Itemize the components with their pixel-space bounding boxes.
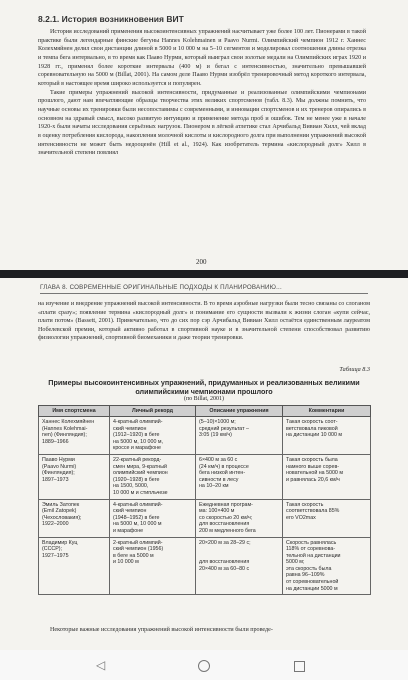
table-cell-record (110, 499, 196, 537)
table-cell-record (110, 537, 196, 595)
table-cell-exercise (196, 417, 283, 455)
cell-line: ма: 100×400 м (199, 508, 235, 515)
cell-line: (Чехословакия); (42, 514, 82, 521)
cell-line: 200 м медленного бега (199, 527, 256, 534)
cell-line (199, 546, 279, 553)
cell-line: (Финляндия); (42, 470, 75, 477)
table-cell-comment (283, 454, 371, 499)
cell-line: Владимир Куц (42, 539, 78, 546)
cell-line: и равнялась 20,6 км/ч (286, 476, 340, 483)
cell-line: 4-кратный олимпий- (113, 501, 163, 508)
table-row (39, 537, 371, 595)
cell-line: Ханнес Колехмяйнен (42, 419, 95, 425)
cell-line: тельной на дистанции (286, 552, 341, 559)
cell-line: 5000 м; (286, 559, 305, 566)
cell-line: от соревновательной (286, 579, 339, 586)
cell-line: Такая скорость была (286, 456, 338, 463)
column-header: Имя спортсмена (39, 406, 110, 417)
cell-line: Пааво Нурми (42, 456, 75, 463)
table-cell-exercise (196, 537, 283, 595)
cell-line: на дистанции 5000 м (286, 585, 338, 592)
cell-line: (24 км/ч) в процессе (199, 463, 249, 470)
paragraph: История исследований применения высокоинтенсивных упражнений насчитывает уже более 100 лет. Пионерами в такой практике были легендарные финские бегуны Hannes Kolehmainen и Paavo Nurmi. Олимпийский чемпион 1912 г. Ханнес Колехмяйнен делил свои дистанции длиной в 5000 и 10 000 м на 5–10 сегментов и моделировал соотношения длины отрезка и темпа бега интервально, в то время как Пааво Нурми, который выиграл свои золотые медали на Олимпийских играх 1920 и 1928 гг., применял более короткие интервалы (400 м) и бегал с интенсивностью, значительно превышавшей соревновательную на 5000 м (Billat, 2001). На самом деле Пааво Нурми изобрёл тренировочный метод короткого интервала, который в настоящее время широко используется и популярен. (38, 29, 366, 87)
table-row (39, 417, 371, 455)
cell-line: и марафоне (113, 527, 144, 534)
cell-line: ский чемпион (113, 425, 147, 432)
cell-line: 4-кратный олимпий- (113, 419, 163, 425)
page-201 (0, 278, 408, 650)
cell-line: смен мира, 9-кратный (113, 463, 167, 470)
table-cell-name (39, 499, 110, 537)
cell-line: (Hannes Kolehmai- (42, 425, 88, 432)
cell-line: новательной на 5000 м (286, 470, 343, 477)
cell-line: кроссе и марафоне (113, 445, 162, 452)
cell-line: соответствовала 85% (286, 508, 340, 515)
cell-line: (1912–1920) в беге (113, 432, 160, 439)
table-source: (по Billat, 2001) (183, 396, 225, 402)
page-number: 200 (196, 258, 207, 266)
cell-line: 1897–1973 (42, 476, 69, 483)
cell-line: (5–10)×1000 м; (199, 419, 236, 425)
cell-line: его VO2max (286, 514, 316, 521)
cell-line: 20×400 м за 60–80 с (199, 565, 250, 572)
cell-line: Эмиль Затопек (42, 501, 80, 508)
table-cell-exercise (196, 454, 283, 499)
table-label: Таблица 8.3 (339, 366, 370, 373)
paragraph: Некоторые важные исследования упражнений высокой интенсивности были проведе- (50, 627, 273, 633)
cell-line: 10 000 м и стипльчезе (113, 489, 168, 496)
cell-line: 1927–1975 (42, 552, 69, 559)
cell-line: сивности в лесу (199, 476, 239, 483)
cell-line: на 5000 м, 10 000 м (113, 521, 162, 528)
android-nav-bar (0, 650, 408, 680)
table-cell-record (110, 454, 196, 499)
cell-line: 1922–2000 (42, 521, 69, 528)
cell-line: (Emil Zatopek) (42, 508, 77, 515)
table-row (39, 499, 371, 537)
column-header: Личный рекорд (110, 406, 196, 417)
chapter-header: ГЛАВА 8. СОВРЕМЕННЫЕ ОРИГИНАЛЬНЫЕ ПОДХОДЫ К ПЛАНИРОВАНИЮ... (40, 284, 368, 294)
page2-body (38, 300, 370, 343)
cell-line: в беге на 5000 м (113, 552, 154, 559)
column-header: Комментарии (283, 406, 371, 417)
home-icon[interactable] (198, 660, 210, 672)
athletes-table (38, 405, 371, 595)
cell-line: олимпийский чемпион (113, 470, 168, 477)
cell-line: ский чемпион (1956) (113, 546, 164, 553)
table-cell-comment (283, 417, 371, 455)
cell-line: на 10–20 км (199, 483, 229, 490)
cell-line: и 10 000 м (113, 559, 139, 566)
table-cell-name (39, 454, 110, 499)
paragraph: на изучение и внедрение упражнений высокой интенсивности. В то время аэробные нагрузки были тесно связаны со слоганом «плати сразу»; появление термина «кислородный долг» и понимание его сущности вызвали к жизни слоган «купи сейчас, плати потом» (Bassett, 2001). Примечательно, что до сих пор сэр Арчибальд Вивиан Хилл остаётся единственным лауреатом Нобелевской премии, который активно работал в спортивной науке и в значительной степени способствовал развитию физиологии упражнений, спортивной биомеханики и даже теории тренировки. (38, 301, 370, 342)
cell-line: для восстановления (199, 559, 250, 566)
table-header-row (39, 406, 371, 417)
cell-line: (Paavo Nurmi) (42, 463, 77, 470)
cell-line: 2-кратный олимпий- (113, 539, 163, 546)
table-cell-name (39, 417, 110, 455)
back-icon[interactable]: ◁ (96, 658, 106, 672)
cell-line: 20×200 м за 28–29 с; (199, 539, 251, 546)
cell-line: Ежедневная програм- (199, 501, 253, 508)
cell-line: на 1500, 5000, (113, 483, 149, 490)
cell-line: (1920–1928) в беге (113, 476, 160, 483)
cell-line: 22-кратный рекорд- (113, 456, 162, 463)
cell-line: ветствовала пиковой (286, 425, 338, 432)
cell-line: 118% от соревнова- (286, 546, 336, 553)
table-cell-comment (283, 537, 371, 595)
paragraph: Такие примеры упражнений высокой интенсивности, придуманные и реализованные олимпийскими чемпионами прошлого, дают нам впечатляющие образцы творчества этих великих спортсменов (табл. 8.3). Мы должны помнить, что научные основы их тренировки были несопоставимы с современными, и инновации спортсменов и их тренеров опирались в основном на здравый смысл, высоко развитую интуицию и применение метода проб и ошибок. Тем не менее уже в начале 1920-х были начаты исследования серьёзных нагрузок. Пионером в лёгкой атлетике стал Арчибальд Вивиан Хилл, чей вклад в оценку потребления кислорода, накопления молочной кислоты и кислородного долга при выполнении упражнений высокой интенсивности не может быть недооценён (Hill et al., 1924). Как изобретатель термина «кислородный долг» Хилл в значительной степени повлиял (38, 89, 366, 157)
column-header: Описание упражнения (196, 406, 283, 417)
table-row (39, 454, 371, 499)
cell-line: бега низкой интен- (199, 470, 246, 477)
cell-line: 1889–1966 (42, 438, 69, 445)
cell-line: Такая скорость соот- (286, 419, 338, 425)
cell-line: эта скорость была (286, 565, 332, 572)
page1-body (38, 28, 366, 158)
cell-line (199, 553, 279, 560)
recent-apps-icon[interactable] (294, 661, 305, 672)
cell-line: nen) (Финляндия); (42, 432, 87, 439)
cell-line: Такая скорость (286, 501, 324, 508)
table-cell-name (39, 537, 110, 595)
cell-line: 6×400 м за 60 с (199, 456, 238, 463)
page-200 (0, 0, 408, 270)
section-heading: 8.2.1. История возникновения ВИТ (38, 14, 184, 24)
cell-line: на 5000 м, 10 000 м, (113, 438, 163, 445)
cell-line: для восстановления (199, 521, 250, 528)
cell-line: Скорость равнялась (286, 539, 337, 546)
table-cell-record (110, 417, 196, 455)
cell-line: равна 96–109% (286, 572, 325, 579)
cell-line: (1948–1952) в беге (113, 514, 160, 521)
cell-line: средний результат – (199, 425, 249, 432)
cell-line: (СССР); (42, 546, 63, 553)
cell-line: 3:05 (19 км/ч) (199, 432, 232, 439)
table-cell-exercise (196, 499, 283, 537)
cell-line: на дистанции 10 000 м (286, 432, 343, 439)
cell-line: со скоростью 20 км/ч; (199, 514, 253, 521)
table-title: Примеры высокоинтенсивных упражнений, придуманных и реализованных великими олимпийскими чемпионами прошлого (48, 378, 360, 396)
cell-line: намного выше сорев- (286, 463, 340, 470)
cell-line: ский чемпион (113, 508, 147, 515)
table-cell-comment (283, 499, 371, 537)
